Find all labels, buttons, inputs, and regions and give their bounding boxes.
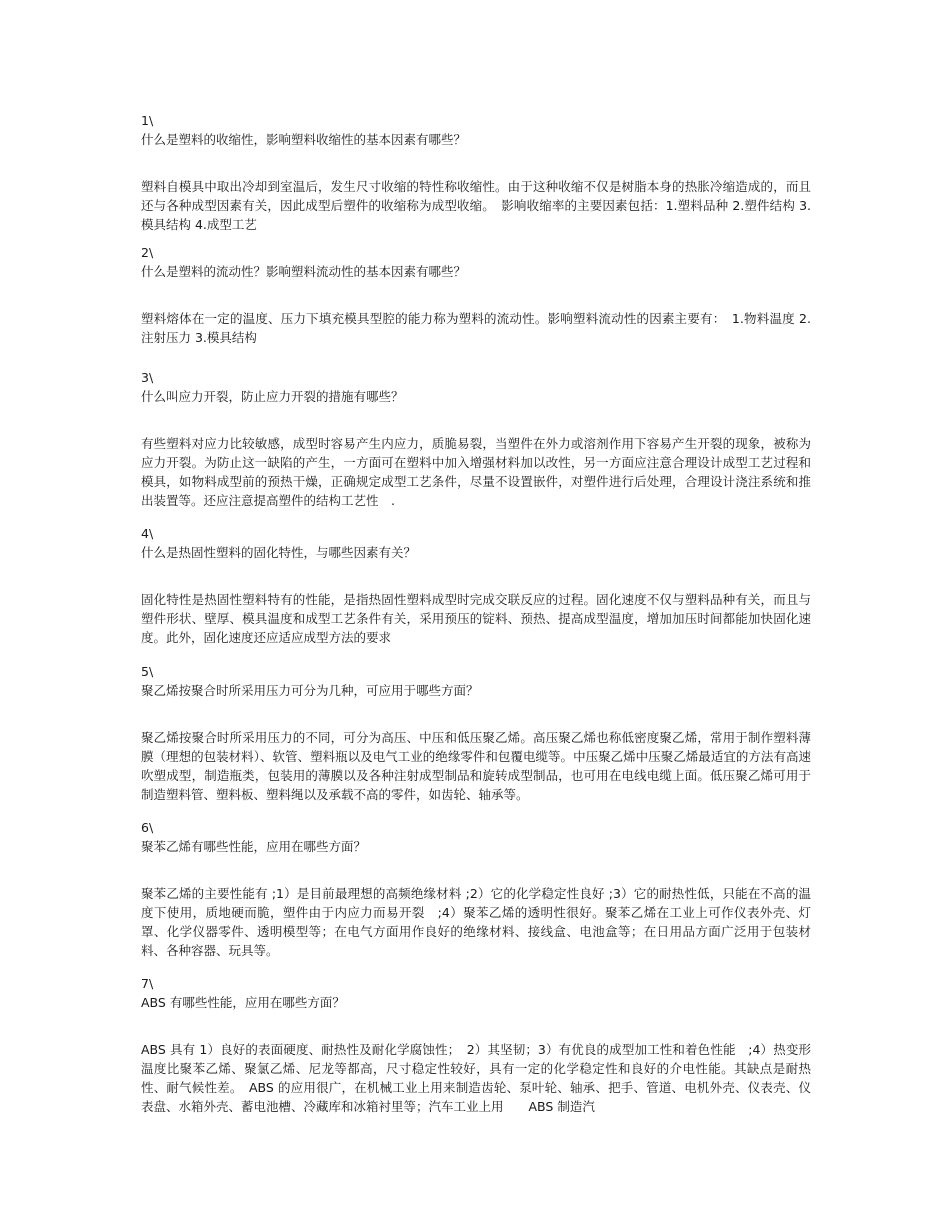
question-text: ABS 有哪些性能，应用在哪些方面？ bbox=[141, 995, 345, 1010]
qa-item-7 bbox=[141, 975, 811, 1131]
qa-item-2 bbox=[141, 244, 811, 369]
question-number: 1\ bbox=[141, 113, 154, 128]
question-text: 什么是塑料的流动性？影响塑料流动性的基本因素有哪些？ bbox=[141, 264, 467, 279]
qa-item-6 bbox=[141, 819, 811, 975]
answer-text: 塑料自模具中取出冷却到室温后，发生尺寸收缩的特性称收缩性。由于这种收缩不仅是树脂本身的热胀冷缩造成的，而且还与各种成型因素有关，因此成型后塑件的收缩称为成型收缩。 影响收缩率的主要因素包括：1.塑料品种 2.塑件结构 3.模具结构 4.成型工艺 bbox=[141, 179, 811, 232]
question-number: 4\ bbox=[141, 526, 154, 541]
answer-text: ABS 具有 1）良好的表面硬度、耐热性及耐化学腐蚀性； 2）其坚韧；3）有优良的成型加工性和着色性能 ;4）热变形温度比聚苯乙烯、聚氯乙烯、尼龙等都高，尺寸稳定性较好，具有一定的化学稳定性和良好的介电性能。其缺点是耐热性、耐气候性差。 ABS 的应用很广，在机械工业上用来制造齿轮、泵叶轮、轴承、把手、管道、电机外壳、仪表壳、仪表盘、水箱外壳、蓄电池槽、冷藏库和冰箱衬里等；汽车工业上用 ABS 制造汽 bbox=[141, 1042, 811, 1114]
answer-text: 聚乙烯按聚合时所采用压力的不同，可分为高压、中压和低压聚乙烯。高压聚乙烯也称低密度聚乙烯，常用于制作塑料薄膜（理想的包装材料）、软管、塑料瓶以及电气工业的绝缘零件和包覆电缆等。中压聚乙烯中压聚乙烯最适宜的方法有高速吹塑成型，制造瓶类，包装用的薄膜以及各种注射成型制品和旋转成型制品，也可用在电线电缆上面。低压聚乙烯可用于制造塑料管、塑料板、塑料绳以及承载不高的零件，如齿轮、轴承等。 bbox=[141, 730, 811, 802]
qa-item-5 bbox=[141, 663, 811, 819]
question-number: 3\ bbox=[141, 370, 154, 385]
question-text: 什么叫应力开裂，防止应力开裂的措施有哪些？ bbox=[141, 389, 404, 404]
qa-item-1 bbox=[141, 112, 811, 244]
question-text: 什么是热固性塑料的固化特性，与哪些因素有关？ bbox=[141, 545, 417, 560]
document-page bbox=[141, 112, 811, 1131]
question-text: 聚苯乙烯有哪些性能，应用在哪些方面？ bbox=[141, 839, 367, 854]
qa-item-4 bbox=[141, 525, 811, 663]
answer-text: 固化特性是热固性塑料特有的性能，是指热固性塑料成型时完成交联反应的过程。固化速度不仅与塑料品种有关，而且与塑件形状、壁厚、模具温度和成型工艺条件有关，采用预压的锭料、预热、提高成型温度，增加加压时间都能加快固化速度。此外，固化速度还应适应成型方法的要求 bbox=[141, 592, 811, 645]
answer-text: 有些塑料对应力比较敏感，成型时容易产生内应力，质脆易裂，当塑件在外力或溶剂作用下容易产生开裂的现象，被称为应力开裂。为防止这一缺陷的产生，一方面可在塑料中加入增强材料加以改性，另一方面应注意合理设计成型工艺过程和模具，如物料成型前的预热干燥，正确规定成型工艺条件，尽量不设置嵌件，对塑件进行后处理，合理设计浇注系统和推出装置等。还应注意提高塑件的结构工艺性 . bbox=[141, 436, 811, 508]
question-number: 6\ bbox=[141, 820, 154, 835]
question-text: 什么是塑料的收缩性，影响塑料收缩性的基本因素有哪些？ bbox=[141, 132, 467, 147]
question-number: 7\ bbox=[141, 976, 154, 991]
answer-text: 聚苯乙烯的主要性能有 ;1）是目前最理想的高频绝缘材料 ;2）它的化学稳定性良好 ;3）它的耐热性低，只能在不高的温度下使用，质地硬而脆，塑件由于内应力而易开裂 ;4）聚苯乙烯的透明性很好。聚苯乙烯在工业上可作仪表外壳、灯罩、化学仪器零件、透明模型等；在电气方面用作良好的绝缘材料、接线盒、电池盒等；在日用品方面广泛用于包装材料、各种容器、玩具等。 bbox=[141, 886, 811, 958]
question-number: 5\ bbox=[141, 664, 154, 679]
qa-item-3 bbox=[141, 369, 811, 525]
question-text: 聚乙烯按聚合时所采用压力可分为几种，可应用于哪些方面？ bbox=[141, 683, 479, 698]
answer-text: 塑料熔体在一定的温度、压力下填充模具型腔的能力称为塑料的流动性。影响塑料流动性的因素主要有： 1.物料温度 2.注射压力 3.模具结构 bbox=[141, 311, 811, 345]
question-number: 2\ bbox=[141, 245, 154, 260]
